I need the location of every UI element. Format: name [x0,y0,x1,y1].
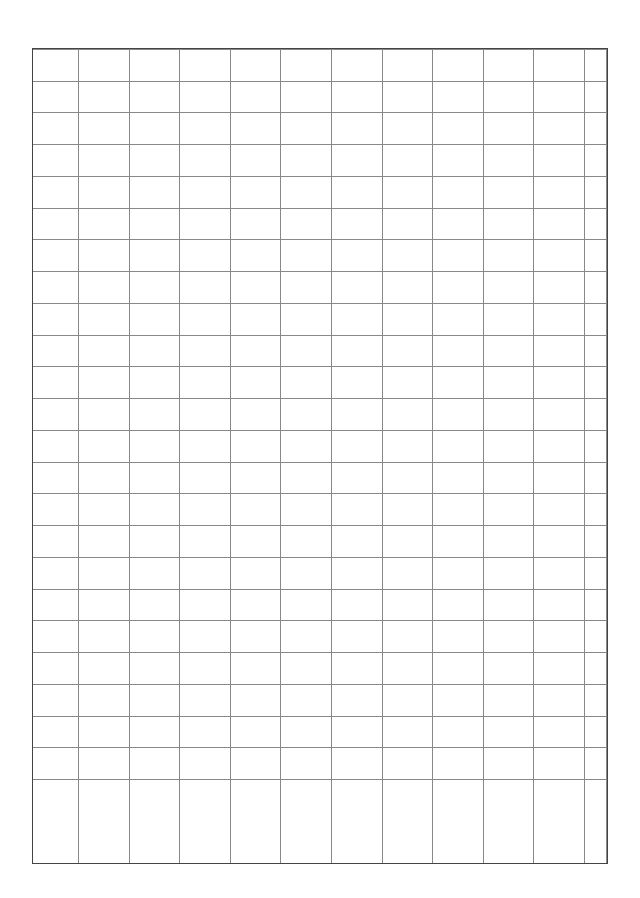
table-cell [585,49,607,81]
table-cell [534,557,585,589]
table-cell [281,493,332,525]
table-cell [79,366,130,398]
table-cell [433,208,484,240]
table-cell [281,747,332,779]
table-cell [383,366,434,398]
table-cell [484,493,535,525]
table-cell [585,779,607,863]
rotated-table-sheet [32,48,608,864]
table-cell [130,557,181,589]
table-cell [130,493,181,525]
table-cell [130,239,181,271]
table-cell [585,398,607,430]
table-cell [484,747,535,779]
table-cell [332,716,383,748]
table-cell [585,747,607,779]
table-cell [180,303,231,335]
table-cell [534,652,585,684]
table-cell [180,620,231,652]
table-cell [433,303,484,335]
table-cell [534,176,585,208]
table-cell [585,589,607,621]
header-cell [33,462,79,494]
table-cell [231,271,282,303]
table-cell [281,303,332,335]
table-cell [180,49,231,81]
table-cell [534,335,585,367]
table-cell [79,49,130,81]
table-cell [332,620,383,652]
table-cell [585,303,607,335]
header-cell [33,493,79,525]
table-cell [281,462,332,494]
table-cell [383,176,434,208]
table-cell [79,462,130,494]
table-cell [433,112,484,144]
table-cell [180,589,231,621]
table-cell [332,176,383,208]
table-cell [383,525,434,557]
table-cell [231,716,282,748]
table-cell [484,462,535,494]
header-cell [33,81,79,113]
table-cell [534,589,585,621]
table-cell [484,335,535,367]
table-cell [281,112,332,144]
table-cell [433,779,484,863]
table-cell [433,81,484,113]
table-cell [130,112,181,144]
table-cell [534,747,585,779]
table-cell [79,208,130,240]
table-cell [433,462,484,494]
table-cell [332,557,383,589]
table-cell [332,239,383,271]
table-cell [383,620,434,652]
table-cell [281,81,332,113]
table-cell [231,747,282,779]
table-cell [484,144,535,176]
header-cell [33,144,79,176]
table-cell [79,430,130,462]
table-cell [484,620,535,652]
header-cell [33,112,79,144]
table-cell [180,208,231,240]
table-cell [79,747,130,779]
table-cell [281,684,332,716]
header-cell [33,303,79,335]
table-cell [585,684,607,716]
table-cell [534,49,585,81]
table-cell [585,462,607,494]
table-cell [433,493,484,525]
table-cell [79,652,130,684]
table-cell [585,112,607,144]
table-cell [332,144,383,176]
table-cell [130,271,181,303]
table-cell [585,493,607,525]
table-cell [534,525,585,557]
table-cell [332,366,383,398]
table-cell [534,779,585,863]
table-cell [484,208,535,240]
header-cell [33,271,79,303]
table-cell [130,779,181,863]
table-cell [180,366,231,398]
table-cell [180,747,231,779]
table-cell [585,525,607,557]
table-cell [585,271,607,303]
table-cell [130,716,181,748]
table-cell [433,589,484,621]
table-cell [585,716,607,748]
table-cell [281,239,332,271]
table-cell [484,176,535,208]
table-cell [79,176,130,208]
table-cell [332,652,383,684]
table-cell [383,652,434,684]
table-cell [383,49,434,81]
table-cell [383,589,434,621]
table-cell [585,430,607,462]
table-cell [332,493,383,525]
table-cell [130,303,181,335]
table-cell [433,747,484,779]
table-cell [281,652,332,684]
table-cell [130,684,181,716]
table-cell [433,430,484,462]
table-cell [231,208,282,240]
table-cell [231,620,282,652]
table-cell [585,366,607,398]
table-cell [79,81,130,113]
table-cell [585,176,607,208]
table-cell [130,620,181,652]
table-cell [79,335,130,367]
table-cell [231,430,282,462]
table-cell [180,430,231,462]
table-cell [180,335,231,367]
header-cell [33,49,79,81]
table-cell [433,525,484,557]
table-cell [484,430,535,462]
table-cell [433,239,484,271]
table-cell [180,716,231,748]
table-cell [231,589,282,621]
table-cell [180,493,231,525]
table-cell [231,176,282,208]
table-cell [231,49,282,81]
table-cell [231,239,282,271]
table-cell [433,335,484,367]
table-cell [484,525,535,557]
table-cell [231,652,282,684]
table-cell [130,398,181,430]
header-cell [33,557,79,589]
header-cell [33,684,79,716]
table-cell [383,747,434,779]
table-cell [281,430,332,462]
table-cell [130,208,181,240]
table-cell [383,208,434,240]
table-cell [433,620,484,652]
table-cell [383,779,434,863]
table-cell [534,303,585,335]
table-cell [231,144,282,176]
table-cell [180,112,231,144]
table-cell [484,398,535,430]
header-cell [33,208,79,240]
table-cell [332,430,383,462]
table-cell [130,525,181,557]
table-cell [332,747,383,779]
table-cell [79,144,130,176]
table-cell [231,398,282,430]
table-cell [433,366,484,398]
table-cell [130,176,181,208]
table-cell [231,366,282,398]
table-cell [383,557,434,589]
table-cell [180,462,231,494]
header-cell [33,239,79,271]
table-cell [484,652,535,684]
table-cell [433,144,484,176]
header-cell [33,335,79,367]
table-cell [534,430,585,462]
table-cell [585,335,607,367]
table-cell [130,589,181,621]
table-cell [180,557,231,589]
table-cell [383,271,434,303]
cost-estimate-table [33,49,607,863]
table-cell [130,462,181,494]
table-cell [281,366,332,398]
table-cell [534,684,585,716]
table-cell [130,430,181,462]
table-cell [332,525,383,557]
table-cell [180,81,231,113]
table-cell [534,144,585,176]
table-cell [534,716,585,748]
table-cell [281,716,332,748]
table-cell [231,335,282,367]
table-cell [130,366,181,398]
header-cell [33,589,79,621]
table-cell [79,493,130,525]
table-cell [534,81,585,113]
table-cell [79,271,130,303]
table-cell [79,112,130,144]
table-cell [332,208,383,240]
header-cell [33,620,79,652]
table-cell [332,779,383,863]
table-cell [383,462,434,494]
table-cell [383,144,434,176]
table-cell [433,49,484,81]
table-cell [332,49,383,81]
table-cell [281,525,332,557]
table-cell [585,81,607,113]
table-cell [383,81,434,113]
table-cell [383,112,434,144]
table-cell [281,176,332,208]
table-cell [180,684,231,716]
table-cell [281,557,332,589]
table-cell [585,620,607,652]
table-cell [534,208,585,240]
table-cell [180,652,231,684]
table-cell [79,589,130,621]
table-cell [180,144,231,176]
table-cell [534,239,585,271]
table-cell [231,557,282,589]
table-cell [79,716,130,748]
table-cell [585,239,607,271]
table-cell [332,271,383,303]
header-cell [33,176,79,208]
table-cell [433,271,484,303]
table-cell [383,493,434,525]
table-cell [231,462,282,494]
table-cell [231,81,282,113]
table-cell [484,271,535,303]
table-cell [79,239,130,271]
table-cell [79,684,130,716]
table-cell [484,684,535,716]
table-cell [180,271,231,303]
table-cell [130,81,181,113]
table-cell [332,589,383,621]
table-cell [180,779,231,863]
table-cell [130,335,181,367]
table-cell [534,398,585,430]
table-cell [79,303,130,335]
table-cell [433,176,484,208]
table-cell [231,684,282,716]
table-cell [130,49,181,81]
table-cell [484,49,535,81]
table-cell [332,462,383,494]
table-cell [281,271,332,303]
table-cell [79,557,130,589]
table-cell [332,81,383,113]
table-cell [534,271,585,303]
table-cell [231,303,282,335]
header-cell [33,779,79,863]
table-cell [332,303,383,335]
table-cell [79,779,130,863]
table-cell [433,398,484,430]
table-cell [231,112,282,144]
table-cell [281,208,332,240]
table-cell [534,112,585,144]
table-cell [484,303,535,335]
table-cell [484,112,535,144]
header-cell [33,430,79,462]
table-cell [383,684,434,716]
table-cell [281,620,332,652]
table-cell [383,716,434,748]
table-cell [281,589,332,621]
table-cell [281,144,332,176]
header-cell [33,652,79,684]
table-cell [484,779,535,863]
table-cell [79,398,130,430]
table-cell [484,589,535,621]
table-cell [180,176,231,208]
table-cell [332,112,383,144]
table-cell [433,652,484,684]
table-cell [433,557,484,589]
table-cell [79,525,130,557]
table-cell [383,239,434,271]
table-cell [585,652,607,684]
table-cell [484,366,535,398]
table-cell [130,652,181,684]
table-cell [180,398,231,430]
table-cell [484,239,535,271]
table-cell [281,398,332,430]
table-cell [484,716,535,748]
header-cell [33,716,79,748]
table-cell [534,462,585,494]
table-cell [79,620,130,652]
table-cell [231,493,282,525]
header-cell [33,398,79,430]
table-cell [180,239,231,271]
table-cell [281,779,332,863]
table-cell [383,335,434,367]
table-cell [534,493,585,525]
table-cell [534,366,585,398]
table-cell [332,684,383,716]
table-cell [433,684,484,716]
table-cell [130,144,181,176]
table-cell [433,716,484,748]
header-cell [33,747,79,779]
table-cell [383,303,434,335]
table-cell [585,144,607,176]
table-cell [281,49,332,81]
table-cell [281,335,332,367]
table-cell [383,398,434,430]
header-cell [33,366,79,398]
table-cell [383,430,434,462]
table-cell [585,208,607,240]
table-cell [585,557,607,589]
table-cell [231,779,282,863]
table-cell [332,398,383,430]
table-cell [534,620,585,652]
table-cell [484,81,535,113]
table-cell [231,525,282,557]
table-cell [484,557,535,589]
table-cell [180,525,231,557]
table-cell [332,335,383,367]
header-cell [33,525,79,557]
table-cell [130,747,181,779]
